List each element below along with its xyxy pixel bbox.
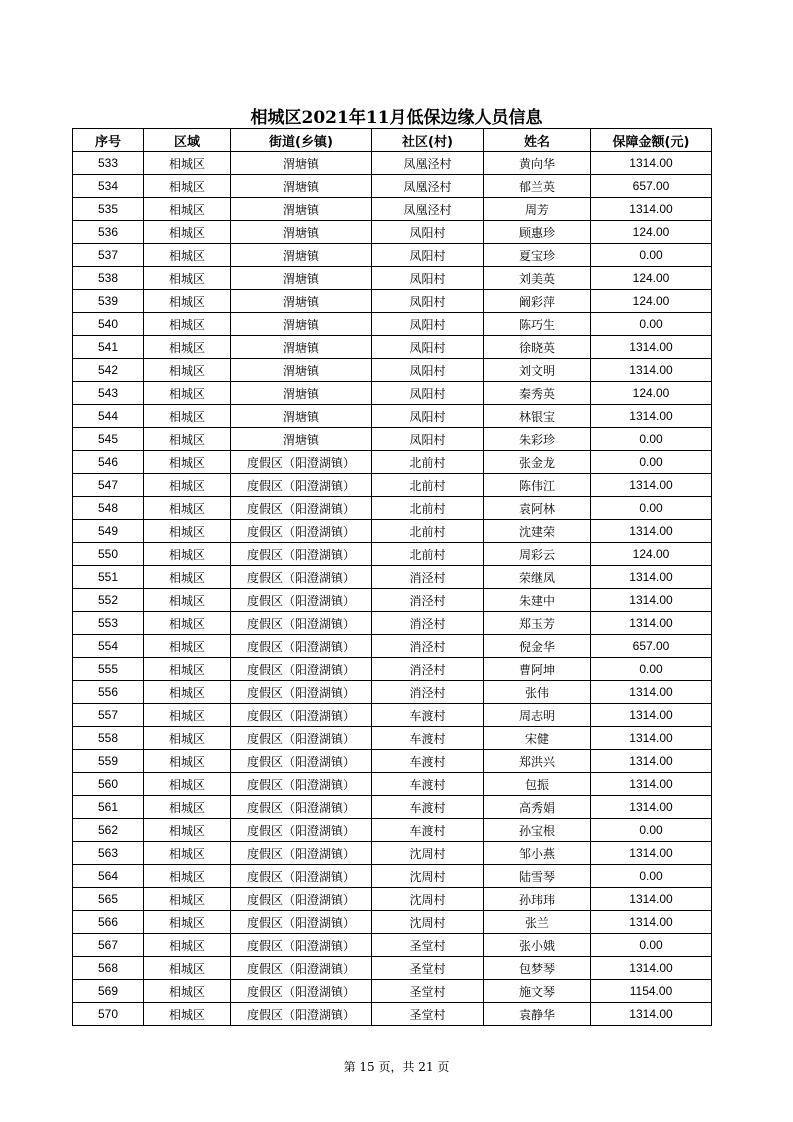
- table-row: [73, 750, 712, 773]
- cell-name: 孙宝根: [484, 819, 591, 842]
- cell-community: 沈周村: [372, 842, 484, 865]
- cell-district: 相城区: [144, 313, 231, 336]
- table-row: [73, 1003, 712, 1026]
- cell-amount: 0.00: [591, 934, 712, 957]
- cell-amount: 1314.00: [591, 198, 712, 221]
- cell-community: 车渡村: [372, 819, 484, 842]
- cell-community: 车渡村: [372, 750, 484, 773]
- cell-serial: 541: [73, 336, 144, 359]
- cell-street: 渭塘镇: [231, 267, 372, 290]
- table-row: [73, 244, 712, 267]
- table-row: [73, 405, 712, 428]
- cell-community: 沈周村: [372, 865, 484, 888]
- cell-community: 车渡村: [372, 796, 484, 819]
- table-row: [73, 727, 712, 750]
- table-row: [73, 980, 712, 1003]
- column-header-serial: 序号: [73, 129, 144, 152]
- cell-district: 相城区: [144, 497, 231, 520]
- cell-amount: 657.00: [591, 635, 712, 658]
- cell-name: 朱彩珍: [484, 428, 591, 451]
- cell-serial: 555: [73, 658, 144, 681]
- cell-district: 相城区: [144, 612, 231, 635]
- cell-amount: 124.00: [591, 382, 712, 405]
- cell-name: 顾惠珍: [484, 221, 591, 244]
- cell-district: 相城区: [144, 451, 231, 474]
- cell-serial: 559: [73, 750, 144, 773]
- cell-amount: 1314.00: [591, 520, 712, 543]
- cell-street: 度假区（阳澄湖镇）: [231, 980, 372, 1003]
- cell-district: 相城区: [144, 244, 231, 267]
- cell-serial: 548: [73, 497, 144, 520]
- cell-serial: 543: [73, 382, 144, 405]
- table-row: [73, 382, 712, 405]
- cell-amount: 0.00: [591, 497, 712, 520]
- cell-name: 林银宝: [484, 405, 591, 428]
- cell-street: 渭塘镇: [231, 152, 372, 175]
- cell-street: 渭塘镇: [231, 428, 372, 451]
- table-row: [73, 152, 712, 175]
- cell-community: 车渡村: [372, 704, 484, 727]
- cell-serial: 561: [73, 796, 144, 819]
- cell-community: 圣堂村: [372, 934, 484, 957]
- cell-street: 度假区（阳澄湖镇）: [231, 819, 372, 842]
- cell-community: 消泾村: [372, 589, 484, 612]
- cell-serial: 554: [73, 635, 144, 658]
- cell-amount: 1314.00: [591, 612, 712, 635]
- cell-serial: 565: [73, 888, 144, 911]
- cell-community: 消泾村: [372, 566, 484, 589]
- cell-community: 沈周村: [372, 911, 484, 934]
- cell-district: 相城区: [144, 934, 231, 957]
- cell-street: 度假区（阳澄湖镇）: [231, 1003, 372, 1026]
- cell-serial: 553: [73, 612, 144, 635]
- cell-amount: 1314.00: [591, 1003, 712, 1026]
- cell-name: 包梦琴: [484, 957, 591, 980]
- cell-serial: 545: [73, 428, 144, 451]
- cell-street: 渭塘镇: [231, 359, 372, 382]
- cell-district: 相城区: [144, 635, 231, 658]
- cell-serial: 558: [73, 727, 144, 750]
- table-body: [73, 152, 712, 1026]
- table-row: [73, 842, 712, 865]
- cell-name: 徐晓英: [484, 336, 591, 359]
- cell-street: 度假区（阳澄湖镇）: [231, 681, 372, 704]
- cell-street: 度假区（阳澄湖镇）: [231, 589, 372, 612]
- cell-name: 倪金华: [484, 635, 591, 658]
- table-row: [73, 566, 712, 589]
- table-row: [73, 290, 712, 313]
- cell-serial: 557: [73, 704, 144, 727]
- cell-serial: 542: [73, 359, 144, 382]
- table-row: [73, 865, 712, 888]
- cell-serial: 534: [73, 175, 144, 198]
- cell-name: 陈伟江: [484, 474, 591, 497]
- cell-district: 相城区: [144, 1003, 231, 1026]
- cell-district: 相城区: [144, 428, 231, 451]
- cell-amount: 1314.00: [591, 911, 712, 934]
- cell-serial: 566: [73, 911, 144, 934]
- table-row: [73, 313, 712, 336]
- cell-district: 相城区: [144, 589, 231, 612]
- cell-district: 相城区: [144, 152, 231, 175]
- cell-name: 秦秀英: [484, 382, 591, 405]
- cell-name: 荣继凤: [484, 566, 591, 589]
- table-row: [73, 428, 712, 451]
- cell-amount: 1314.00: [591, 727, 712, 750]
- cell-street: 度假区（阳澄湖镇）: [231, 934, 372, 957]
- cell-amount: 0.00: [591, 451, 712, 474]
- table-row: [73, 819, 712, 842]
- column-header-district: 区域: [144, 129, 231, 152]
- cell-community: 北前村: [372, 497, 484, 520]
- cell-community: 消泾村: [372, 635, 484, 658]
- cell-community: 北前村: [372, 451, 484, 474]
- cell-community: 车渡村: [372, 727, 484, 750]
- cell-serial: 562: [73, 819, 144, 842]
- cell-serial: 547: [73, 474, 144, 497]
- cell-amount: 1314.00: [591, 842, 712, 865]
- cell-name: 包振: [484, 773, 591, 796]
- cell-name: 高秀娟: [484, 796, 591, 819]
- cell-street: 渭塘镇: [231, 313, 372, 336]
- cell-community: 凤阳村: [372, 267, 484, 290]
- table-row: [73, 796, 712, 819]
- cell-amount: 0.00: [591, 658, 712, 681]
- table-row: [73, 681, 712, 704]
- cell-street: 渭塘镇: [231, 221, 372, 244]
- cell-amount: 1314.00: [591, 566, 712, 589]
- cell-district: 相城区: [144, 957, 231, 980]
- cell-street: 度假区（阳澄湖镇）: [231, 911, 372, 934]
- table-row: [73, 543, 712, 566]
- cell-serial: 536: [73, 221, 144, 244]
- table-header: [73, 129, 712, 152]
- cell-amount: 1314.00: [591, 336, 712, 359]
- cell-amount: 124.00: [591, 267, 712, 290]
- table-row: [73, 773, 712, 796]
- cell-district: 相城区: [144, 727, 231, 750]
- cell-serial: 560: [73, 773, 144, 796]
- table-row: [73, 612, 712, 635]
- table-row: [73, 589, 712, 612]
- cell-street: 度假区（阳澄湖镇）: [231, 727, 372, 750]
- cell-amount: 124.00: [591, 290, 712, 313]
- cell-amount: 124.00: [591, 543, 712, 566]
- table-row: [73, 198, 712, 221]
- cell-district: 相城区: [144, 980, 231, 1003]
- cell-community: 消泾村: [372, 681, 484, 704]
- column-header-name: 姓名: [484, 129, 591, 152]
- cell-serial: 544: [73, 405, 144, 428]
- table-row: [73, 497, 712, 520]
- cell-district: 相城区: [144, 911, 231, 934]
- cell-district: 相城区: [144, 359, 231, 382]
- cell-street: 渭塘镇: [231, 382, 372, 405]
- cell-amount: 1314.00: [591, 359, 712, 382]
- column-header-community: 社区(村): [372, 129, 484, 152]
- cell-amount: 1314.00: [591, 796, 712, 819]
- cell-name: 朱建中: [484, 589, 591, 612]
- table-row: [73, 635, 712, 658]
- cell-street: 度假区（阳澄湖镇）: [231, 612, 372, 635]
- cell-community: 凤阳村: [372, 221, 484, 244]
- cell-amount: 657.00: [591, 175, 712, 198]
- cell-name: 郑洪兴: [484, 750, 591, 773]
- table-row: [73, 451, 712, 474]
- cell-district: 相城区: [144, 819, 231, 842]
- cell-street: 度假区（阳澄湖镇）: [231, 704, 372, 727]
- cell-name: 郁兰英: [484, 175, 591, 198]
- table-row: [73, 957, 712, 980]
- cell-name: 陈巧生: [484, 313, 591, 336]
- cell-community: 沈周村: [372, 888, 484, 911]
- cell-street: 渭塘镇: [231, 244, 372, 267]
- cell-amount: 1314.00: [591, 589, 712, 612]
- column-header-street: 街道(乡镇): [231, 129, 372, 152]
- cell-name: 黄向华: [484, 152, 591, 175]
- table-row: [73, 474, 712, 497]
- cell-community: 消泾村: [372, 658, 484, 681]
- cell-amount: 1314.00: [591, 681, 712, 704]
- cell-community: 凤凰泾村: [372, 152, 484, 175]
- cell-amount: 0.00: [591, 428, 712, 451]
- cell-serial: 567: [73, 934, 144, 957]
- cell-district: 相城区: [144, 474, 231, 497]
- cell-community: 凤阳村: [372, 290, 484, 313]
- cell-community: 凤阳村: [372, 313, 484, 336]
- table-row: [73, 175, 712, 198]
- cell-name: 周芳: [484, 198, 591, 221]
- cell-name: 曹阿坤: [484, 658, 591, 681]
- table-row: [73, 221, 712, 244]
- cell-community: 北前村: [372, 474, 484, 497]
- cell-name: 周彩云: [484, 543, 591, 566]
- cell-serial: 533: [73, 152, 144, 175]
- cell-serial: 550: [73, 543, 144, 566]
- cell-serial: 552: [73, 589, 144, 612]
- cell-name: 孙玮玮: [484, 888, 591, 911]
- cell-community: 凤阳村: [372, 359, 484, 382]
- cell-community: 北前村: [372, 520, 484, 543]
- cell-street: 渭塘镇: [231, 405, 372, 428]
- cell-serial: 556: [73, 681, 144, 704]
- cell-serial: 535: [73, 198, 144, 221]
- cell-street: 渭塘镇: [231, 290, 372, 313]
- cell-district: 相城区: [144, 382, 231, 405]
- cell-district: 相城区: [144, 750, 231, 773]
- cell-district: 相城区: [144, 796, 231, 819]
- cell-serial: 549: [73, 520, 144, 543]
- cell-serial: 538: [73, 267, 144, 290]
- cell-community: 凤阳村: [372, 405, 484, 428]
- cell-name: 张伟: [484, 681, 591, 704]
- cell-district: 相城区: [144, 704, 231, 727]
- cell-street: 度假区（阳澄湖镇）: [231, 658, 372, 681]
- cell-community: 凤阳村: [372, 336, 484, 359]
- cell-street: 度假区（阳澄湖镇）: [231, 796, 372, 819]
- cell-district: 相城区: [144, 773, 231, 796]
- cell-district: 相城区: [144, 543, 231, 566]
- cell-serial: 569: [73, 980, 144, 1003]
- cell-community: 凤阳村: [372, 428, 484, 451]
- cell-district: 相城区: [144, 865, 231, 888]
- cell-name: 刘美英: [484, 267, 591, 290]
- cell-amount: 1314.00: [591, 474, 712, 497]
- cell-community: 凤凰泾村: [372, 198, 484, 221]
- cell-street: 度假区（阳澄湖镇）: [231, 635, 372, 658]
- table-row: [73, 520, 712, 543]
- cell-street: 度假区（阳澄湖镇）: [231, 520, 372, 543]
- cell-name: 张小娥: [484, 934, 591, 957]
- cell-district: 相城区: [144, 290, 231, 313]
- table-row: [73, 359, 712, 382]
- cell-district: 相城区: [144, 175, 231, 198]
- cell-serial: 563: [73, 842, 144, 865]
- cell-district: 相城区: [144, 658, 231, 681]
- cell-amount: 1314.00: [591, 957, 712, 980]
- cell-amount: 124.00: [591, 221, 712, 244]
- cell-district: 相城区: [144, 520, 231, 543]
- cell-district: 相城区: [144, 198, 231, 221]
- cell-street: 度假区（阳澄湖镇）: [231, 750, 372, 773]
- table-row: [73, 911, 712, 934]
- table-row: [73, 704, 712, 727]
- cell-amount: 1314.00: [591, 704, 712, 727]
- cell-community: 凤凰泾村: [372, 175, 484, 198]
- cell-amount: 1314.00: [591, 405, 712, 428]
- page-footer: 第 15 页，共 21 页: [343, 1060, 450, 1074]
- cell-community: 北前村: [372, 543, 484, 566]
- cell-community: 凤阳村: [372, 244, 484, 267]
- cell-name: 张兰: [484, 911, 591, 934]
- cell-serial: 568: [73, 957, 144, 980]
- cell-name: 袁静华: [484, 1003, 591, 1026]
- cell-name: 袁阿林: [484, 497, 591, 520]
- cell-street: 度假区（阳澄湖镇）: [231, 566, 372, 589]
- cell-street: 度假区（阳澄湖镇）: [231, 842, 372, 865]
- cell-community: 圣堂村: [372, 1003, 484, 1026]
- cell-amount: 0.00: [591, 313, 712, 336]
- cell-street: 渭塘镇: [231, 336, 372, 359]
- table-row: [73, 934, 712, 957]
- header-row: [73, 129, 712, 152]
- cell-street: 度假区（阳澄湖镇）: [231, 888, 372, 911]
- roster-table: [72, 128, 712, 1026]
- cell-district: 相城区: [144, 405, 231, 428]
- cell-district: 相城区: [144, 888, 231, 911]
- cell-street: 度假区（阳澄湖镇）: [231, 474, 372, 497]
- cell-amount: 0.00: [591, 819, 712, 842]
- cell-name: 郑玉芳: [484, 612, 591, 635]
- cell-name: 施文琴: [484, 980, 591, 1003]
- cell-serial: 540: [73, 313, 144, 336]
- cell-name: 张金龙: [484, 451, 591, 474]
- table-row: [73, 336, 712, 359]
- cell-street: 度假区（阳澄湖镇）: [231, 957, 372, 980]
- cell-street: 度假区（阳澄湖镇）: [231, 773, 372, 796]
- cell-street: 渭塘镇: [231, 175, 372, 198]
- cell-amount: 1154.00: [591, 980, 712, 1003]
- cell-serial: 551: [73, 566, 144, 589]
- column-header-amount: 保障金额(元): [591, 129, 712, 152]
- cell-serial: 546: [73, 451, 144, 474]
- cell-community: 凤阳村: [372, 382, 484, 405]
- table-row: [73, 888, 712, 911]
- cell-street: 度假区（阳澄湖镇）: [231, 451, 372, 474]
- cell-community: 车渡村: [372, 773, 484, 796]
- cell-community: 圣堂村: [372, 957, 484, 980]
- table-row: [73, 658, 712, 681]
- cell-district: 相城区: [144, 566, 231, 589]
- cell-name: 沈建荣: [484, 520, 591, 543]
- cell-district: 相城区: [144, 267, 231, 290]
- cell-name: 陆雪琴: [484, 865, 591, 888]
- cell-community: 圣堂村: [372, 980, 484, 1003]
- cell-community: 消泾村: [372, 612, 484, 635]
- cell-district: 相城区: [144, 336, 231, 359]
- cell-serial: 537: [73, 244, 144, 267]
- cell-amount: 0.00: [591, 244, 712, 267]
- cell-name: 阚彩萍: [484, 290, 591, 313]
- cell-street: 度假区（阳澄湖镇）: [231, 497, 372, 520]
- cell-street: 度假区（阳澄湖镇）: [231, 543, 372, 566]
- cell-name: 刘文明: [484, 359, 591, 382]
- cell-name: 周志明: [484, 704, 591, 727]
- cell-name: 宋健: [484, 727, 591, 750]
- cell-serial: 570: [73, 1003, 144, 1026]
- cell-amount: 1314.00: [591, 773, 712, 796]
- cell-serial: 539: [73, 290, 144, 313]
- cell-amount: 0.00: [591, 865, 712, 888]
- cell-amount: 1314.00: [591, 750, 712, 773]
- cell-name: 邹小燕: [484, 842, 591, 865]
- cell-serial: 564: [73, 865, 144, 888]
- cell-district: 相城区: [144, 681, 231, 704]
- cell-district: 相城区: [144, 842, 231, 865]
- cell-amount: 1314.00: [591, 152, 712, 175]
- cell-street: 渭塘镇: [231, 198, 372, 221]
- page-title: 相城区2021年11月低保边缘人员信息: [250, 108, 543, 128]
- cell-street: 度假区（阳澄湖镇）: [231, 865, 372, 888]
- table-row: [73, 267, 712, 290]
- cell-amount: 1314.00: [591, 888, 712, 911]
- cell-district: 相城区: [144, 221, 231, 244]
- cell-name: 夏宝珍: [484, 244, 591, 267]
